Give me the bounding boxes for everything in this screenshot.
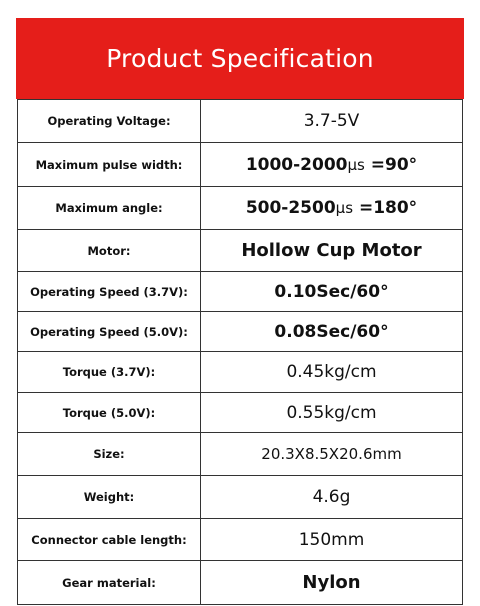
row-label: Operating Voltage:: [18, 100, 201, 143]
row-value: 0.45kg/cm: [201, 352, 463, 393]
row-value: [201, 187, 463, 230]
value-unit: μs: [335, 199, 354, 217]
specification-table: [17, 99, 463, 605]
row-value: 150mm: [201, 519, 463, 561]
row-value: [201, 143, 463, 187]
row-value: Hollow Cup Motor: [201, 230, 463, 272]
row-value: 0.10Sec/60°: [201, 272, 463, 312]
row-label: Torque (5.0V):: [18, 393, 201, 433]
table-row: [18, 561, 463, 605]
table-row: [18, 272, 463, 312]
row-label: Maximum pulse width:: [18, 143, 201, 187]
value-suffix: =90°: [364, 154, 418, 175]
row-label: Operating Speed (3.7V):: [18, 272, 201, 312]
row-label: Gear material:: [18, 561, 201, 605]
row-label: Connector cable length:: [18, 519, 201, 561]
table-row: [18, 519, 463, 561]
row-value: 4.6g: [201, 476, 463, 519]
value-unit: μs: [347, 155, 365, 174]
table-row: [18, 393, 463, 433]
value-prefix: 1000-2000: [245, 154, 348, 175]
header-banner: [16, 18, 464, 99]
row-value: 0.55kg/cm: [201, 393, 463, 433]
value-prefix: 500-2500: [245, 198, 336, 218]
row-value: 0.08Sec/60°: [201, 312, 463, 352]
row-label: Maximum angle:: [18, 187, 201, 230]
table-row: [18, 187, 463, 230]
value-suffix: =180°: [353, 198, 418, 218]
row-label: Weight:: [18, 476, 201, 519]
row-value: 3.7-5V: [201, 100, 463, 143]
table-row: [18, 100, 463, 143]
table-row: [18, 476, 463, 519]
table-row: [18, 352, 463, 393]
row-label: Torque (3.7V):: [18, 352, 201, 393]
table-row: [18, 143, 463, 187]
row-label: Motor:: [18, 230, 201, 272]
row-label: Size:: [18, 433, 201, 476]
table-row: [18, 312, 463, 352]
table-row: [18, 433, 463, 476]
page-title: Product Specification: [106, 44, 374, 73]
row-value: 20.3X8.5X20.6mm: [201, 433, 463, 476]
row-value: Nylon: [201, 561, 463, 605]
table-row: [18, 230, 463, 272]
row-label: Operating Speed (5.0V):: [18, 312, 201, 352]
